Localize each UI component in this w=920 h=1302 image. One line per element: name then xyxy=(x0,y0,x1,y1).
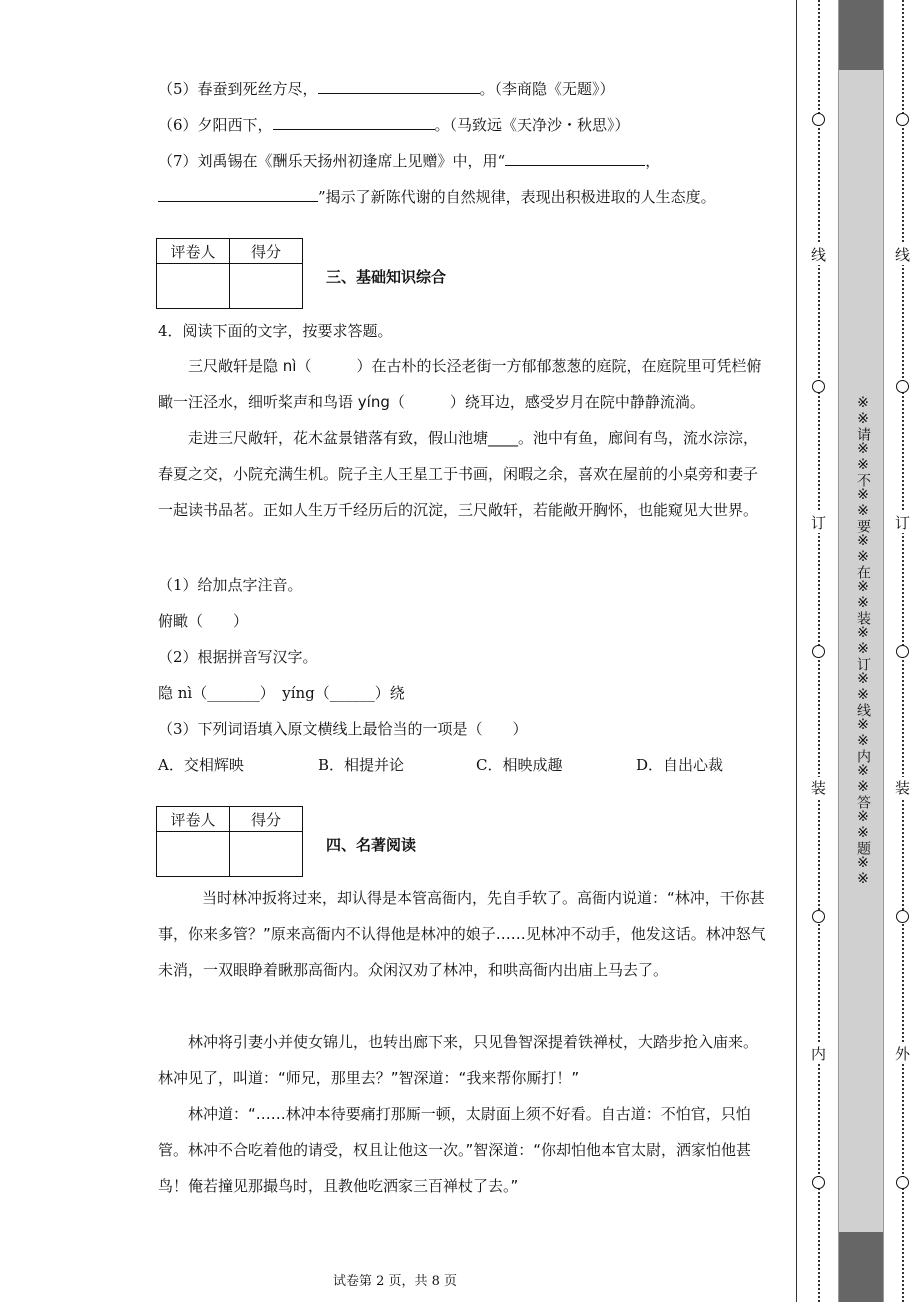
binding-hole-icon xyxy=(896,380,909,393)
binding-hole-icon xyxy=(812,380,825,393)
binding-label-zhuang: 装 xyxy=(811,779,827,797)
binding-hole-icon xyxy=(812,645,825,658)
sub-question-1-item: 俯瞰（ ） xyxy=(158,612,249,630)
score-label: 得分 xyxy=(230,807,303,832)
binding-hole-icon xyxy=(812,910,825,923)
reviewer-label: 评卷人 xyxy=(157,239,230,264)
question-7: （7）刘禹锡在《酬乐天扬州初逢席上见赠》中，用“ ， xyxy=(158,152,661,170)
question-7-cont: ”揭示了新陈代谢的自然规律，表现出积极进取的人生态度。 xyxy=(158,186,716,208)
binding-label-ding: 订 xyxy=(895,514,911,532)
binding-label-ding: 订 xyxy=(811,514,827,532)
option-d[interactable]: D．自出心裁 xyxy=(636,756,724,774)
question-6: （6）夕阳西下， 。（马致远《天净沙・秋思》） xyxy=(158,116,630,134)
reviewer-label: 评卷人 xyxy=(157,807,230,832)
sub-question-3: （3）下列词语填入原文横线上最恰当的一项是（ ） xyxy=(158,720,528,738)
binding-label-zhuang: 装 xyxy=(895,779,911,797)
binding-label-xian: 线 xyxy=(895,246,911,264)
option-c[interactable]: C．相映成趣 xyxy=(476,756,563,774)
binding-label-wai: 外 xyxy=(895,1045,911,1063)
binding-label-nei: 内 xyxy=(811,1045,827,1063)
reviewer-cell[interactable] xyxy=(157,832,230,877)
score-table xyxy=(156,806,303,877)
sub-question-1: （1）给加点字注音。 xyxy=(158,576,303,594)
novel-excerpt: 林冲将引妻小并使女锦儿，也转出廊下来，只见鲁智深提着铁禅杖，大踏步抢入庙来。林冲见了，叫道：“师兄，那里去？”智深道：“我来帮你厮打！” xyxy=(158,1033,759,1087)
answer-blank[interactable] xyxy=(273,114,435,130)
sub-question-2: （2）根据拼音写汉字。 xyxy=(158,648,318,666)
binding-frame-line xyxy=(796,0,797,1302)
binding-notice: ※※请※※不※※要※※在※※装※※订※※线※※内※※答※※题※※ xyxy=(855,395,871,887)
passage-paragraph: 走进三尺敞轩，花木盆景错落有致，假山池塘____。池中有鱼，廊间有鸟，流水淙淙，春夏之交，小院充满生机。院子主人王星工于书画，闲暇之余，喜欢在屋前的小桌旁和妻子一起读书品茗。正如人生万千经历后的沉淀，三尺敞轩，若能敞开胸怀，也能窥见大世界。 xyxy=(158,429,759,519)
answer-blank[interactable] xyxy=(158,186,318,202)
answer-blank[interactable] xyxy=(318,78,480,94)
sub-question-2-item: 隐 nì（_______） yíng（______）绕 xyxy=(158,684,405,702)
binding-hole-icon xyxy=(896,645,909,658)
section-title: 三、基础知识综合 xyxy=(326,268,447,286)
page-footer: 试卷第 2 页，共 8 页 xyxy=(332,1274,458,1289)
binding-hole-icon xyxy=(812,1176,825,1189)
novel-excerpt: 当时林冲扳将过来，却认得是本管高衙内，先自手软了。高衙内说道：“林冲，干你甚事，你来多管？”原来高衙内不认得他是林冲的娘子……见林冲不动手，他发这话。林冲怒气未消，一双眼睁着瞅那高衙内。众闲汉劝了林冲，和哄高衙内出庙上马去了。 xyxy=(158,889,766,979)
dark-band xyxy=(839,1232,883,1302)
binding-hole-icon xyxy=(896,910,909,923)
binding-label-xian: 线 xyxy=(811,246,827,264)
binding-hole-icon xyxy=(812,113,825,126)
score-label: 得分 xyxy=(230,239,303,264)
score-cell[interactable] xyxy=(230,264,303,309)
reviewer-cell[interactable] xyxy=(157,264,230,309)
question-4: 4．阅读下面的文字，按要求答题。 xyxy=(158,322,393,340)
question-5: （5）春蚕到死丝方尽， 。（李商隐《无题》） xyxy=(158,80,615,98)
answer-blank[interactable] xyxy=(505,150,645,166)
dark-band xyxy=(839,0,883,70)
novel-excerpt: 林冲道：“……林冲本待要痛打那厮一顿，太尉面上须不好看。自古道：不怕官，只怕管。林冲不合吃着他的请受，权且让他这一次。”智深道：“你却怕他本官太尉，洒家怕他甚鸟！俺若撞见那撮鸟时，且教他吃洒家三百禅杖了去。” xyxy=(158,1105,752,1195)
option-a[interactable]: A．交相辉映 xyxy=(158,756,244,774)
score-cell[interactable] xyxy=(230,832,303,877)
binding-hole-icon xyxy=(896,113,909,126)
binding-hole-icon xyxy=(896,1176,909,1189)
score-table xyxy=(156,238,303,309)
passage-paragraph: 三尺敞轩是隐 nì（ ）在古朴的长泾老街一方郁郁葱葱的庭院，在庭院里可凭栏俯瞰一汪泾水，细听桨声和鸟语 yíng（ ）绕耳边，感受岁月在院中静静流淌。 xyxy=(158,357,762,411)
section-title: 四、名著阅读 xyxy=(326,836,417,854)
option-b[interactable]: B．相提并论 xyxy=(318,756,405,774)
